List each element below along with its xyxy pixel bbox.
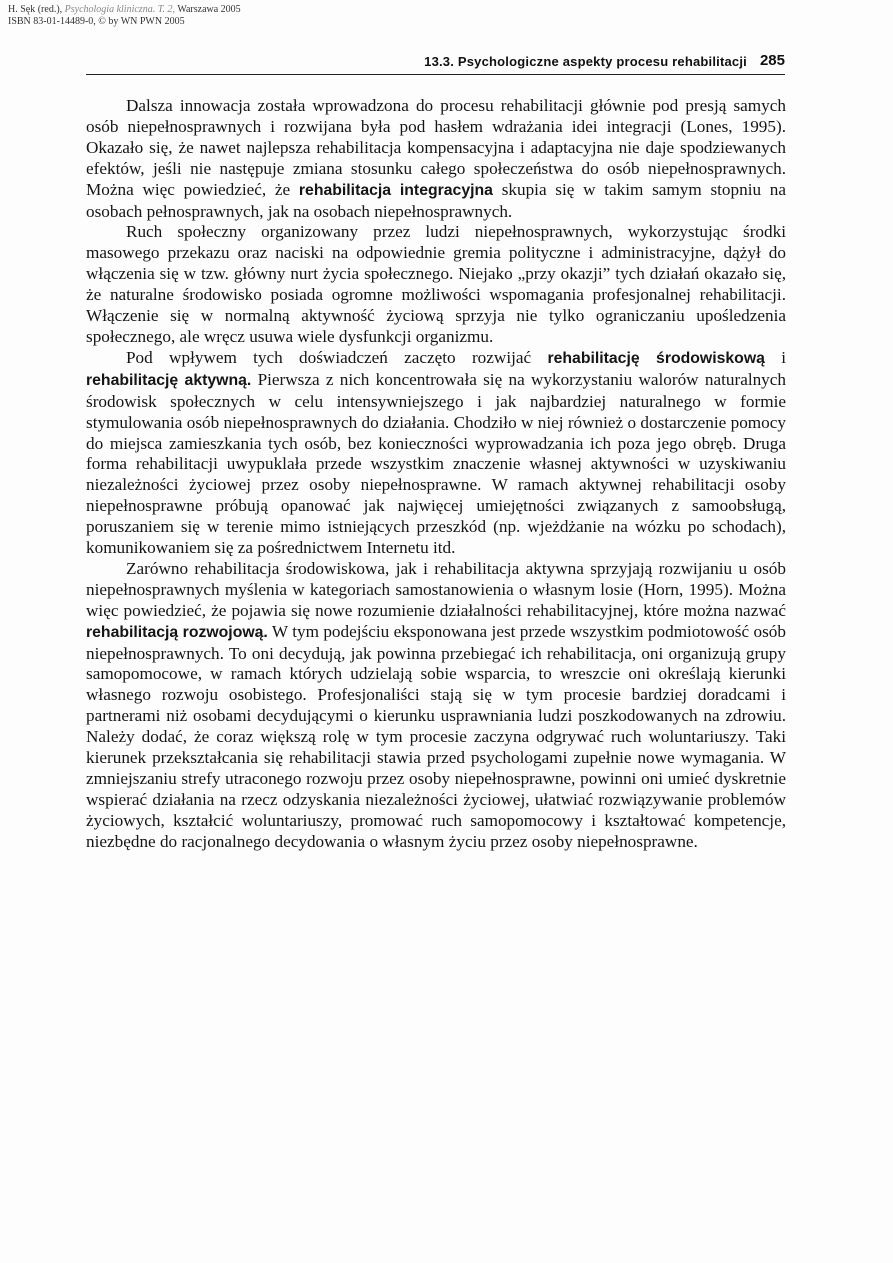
- paragraph-3-text-b: i: [781, 347, 786, 367]
- paragraph-1-text-b: skupia się w takim samym stopniu na osobach pełnosprawnych, jak na osobach niepełnosprawnych.: [86, 179, 787, 221]
- imprint-editor: H. Sęk (red.),: [8, 4, 63, 15]
- paragraph-3-text-c: Pierwsza z nich koncentrowała się na wykorzystaniu walorów naturalnych środowisk społecznych w celu intensywniejszego i jak najbardziej naturalnego w formie stymulowania osób niepełnosprawnych do działania. Chodziło w niej również o dostarczenie pomocy do miejsca zamieszkania tych osób, bez konieczności wyprowadzania ich poza jego obręb. Druga forma rehabilitacji uwypuklała przede wszystkim znaczenie własnej aktywności w uzyskiwaniu niezależności życiowej przez osoby niepełnosprawne. W ramach aktywnej rehabilitacji osoby niepełnosprawne próbują opanować jak najwięcej umiejętności związanych z samoobsługą, poruszaniem się w terenie mimo istniejących przeszkód (np. wjeżdżanie na wózku po schodach), komunikowaniem się za pośrednictwem Internetu itd.: [86, 369, 787, 558]
- running-header: [86, 52, 785, 75]
- imprint-place-year: Warszawa 2005: [177, 4, 241, 15]
- paragraph-3-text-a: Pod wpływem tych doświadczeń zaczęto rozwijać: [126, 347, 532, 367]
- paragraph-4-text-b: W tym podejściu eksponowana jest przede wszystkim podmiotowość osób niepełnosprawnych. To oni decydują, jak powinna przebiegać ich rehabilitacja, oni organizują grupy samopomocowe, w ramach których udzielają sobie wsparcia, to wreszcie oni określają kierunki własnego rozwoju osobistego. Profesjonaliści stają się w tym procesie bardziej doradcami i partnerami niż osobami decydującymi o kierunku usprawniania ludzi poszkodowanych na zdrowiu. Należy dodać, że coraz większą rolę w tym procesie zaczyna odgrywać ruch woluntariuszy. Taki kierunek przekształcania się rehabilitacji stawia przed psychologami zupełnie nowe wymagania. W zmniejszaniu strefy utraconego rozwoju przez osoby niepełnosprawne, powinni oni umieć dyskretnie wspierać działania na rzecz odzyskania niezależności życiowej, ułatwiać rozwiązywanie problemów życiowych, kształcić woluntariuszy, promować ruch samopomocowy i kształtować kompetencje, niezbędne do racjonalnego decydowania o własnym życiu przez osoby niepełnosprawne.: [86, 621, 786, 851]
- paragraph-3: [86, 348, 786, 559]
- imprint-line-2: ISBN 83-01-14489-0, © by WN PWN 2005: [8, 16, 185, 27]
- paragraph-1-text-a: Dalsza innowacja została wprowadzona do procesu rehabilitacji głównie pod presją samych osób niepełnosprawnych i rozwijana była pod hasłem wdrażania idei integracji (Lones, 1995). Okazało się, że nawet najlepsza rehabilitacja kompensacyjna i adaptacyjna nie daje spodziewanych efektów, jeśli nie następuje zmiana stosunku całego społeczeństwa do osób niepełnosprawnych. Można więc powiedzieć, że: [86, 96, 786, 199]
- section-title: 13.3. Psychologiczne aspekty procesu rehabilitacji: [424, 54, 747, 69]
- paragraph-1: [86, 96, 786, 222]
- term-rehabilitacja-srodowiskowa: rehabilitację środowiskową: [547, 349, 765, 367]
- term-rehabilitacja-rozwojowa: rehabilitacją rozwojową.: [86, 623, 268, 641]
- bibliographic-imprint: [8, 4, 241, 28]
- term-rehabilitacja-integracyjna: rehabilitacja integracyjna: [298, 181, 493, 199]
- term-rehabilitacja-aktywna: rehabilitację aktywną.: [86, 371, 252, 389]
- paragraph-4: [86, 559, 786, 853]
- imprint-line-1: [8, 4, 241, 16]
- paragraph-4-text-a: Zarówno rehabilitacja środowiskowa, jak i rehabilitacja aktywna sprzyjają rozwijaniu u osób niepełnosprawnych myślenia w kategoriach samostanowienia o własnym losie (Horn, 1995). Można więc powiedzieć, że pojawia się nowe rozumienie działalności rehabilitacyjnej, które można nazwać: [86, 558, 786, 620]
- paragraph-2-text: Ruch społeczny organizowany przez ludzi niepełnosprawnych, wykorzystując środki masowego przekazu oraz naciski na odpowiednie gremia polityczne i administracyjne, dążył do włączenia się w tzw. główny nurt życia społecznego. Niejako „przy okazji” tych działań okazało się, że naturalne środowisko posiada ogromne możliwości wspomagania profesjonalnej rehabilitacji. Włączenie się w normalną aktywność życiową sprzyja nie tylko ograniczaniu upośledzenia społecznego, ale wręcz usuwa wiele dysfunkcji organizmu.: [86, 222, 786, 346]
- body-text: [86, 96, 786, 853]
- paragraph-2: [86, 222, 786, 347]
- imprint-book-title: Psychologia kliniczna. T. 2,: [64, 4, 176, 15]
- page-number: 285: [759, 52, 785, 69]
